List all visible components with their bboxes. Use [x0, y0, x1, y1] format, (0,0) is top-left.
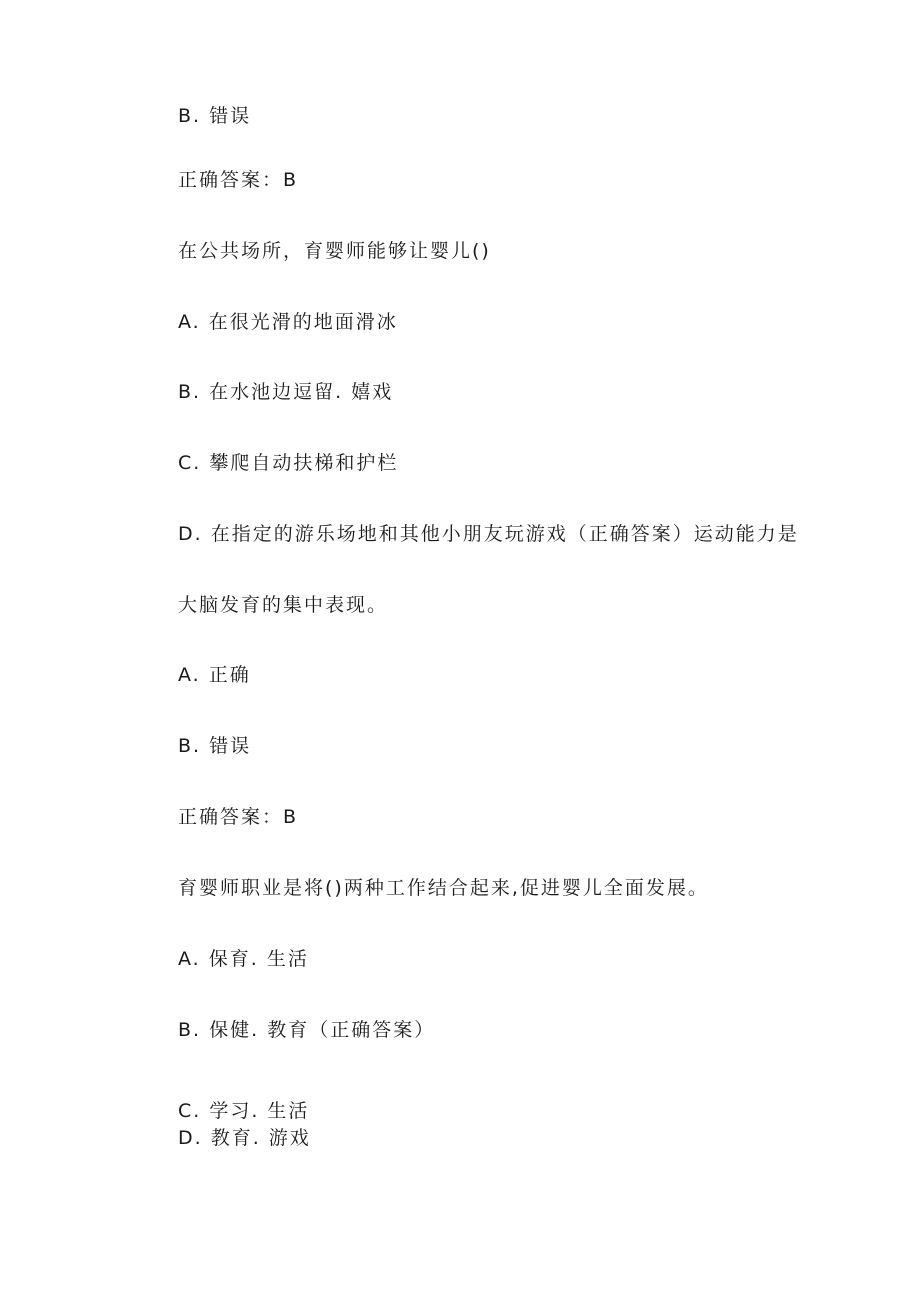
- option-a-skating: A. 在很光滑的地面滑冰: [178, 311, 398, 333]
- question-nursery-profession: 育婴师职业是将()两种工作结合起来,促进婴儿全面发展。: [178, 877, 709, 899]
- answer-line-2: 正确答案：B: [178, 806, 299, 828]
- question-public-places: 在公共场所，育婴师能够让婴儿(): [178, 240, 491, 262]
- question-brain-development: 大脑发育的集中表现。: [178, 594, 389, 616]
- option-c-study-life: C. 学习. 生活: [178, 1100, 310, 1122]
- option-d-education-games: D. 教育. 游戏: [178, 1127, 311, 1149]
- option-d-playground: D. 在指定的游乐场地和其他小朋友玩游戏（正确答案）运动能力是: [178, 523, 799, 545]
- option-a-care-life: A. 保育. 生活: [178, 948, 309, 970]
- option-b-wrong-1: B. 错误: [178, 105, 252, 127]
- option-a-correct: A. 正确: [178, 664, 251, 686]
- option-b-pool: B. 在水池边逗留. 嬉戏: [178, 381, 394, 403]
- option-b-health-education: B. 保健. 教育（正确答案）: [178, 1019, 436, 1041]
- option-b-wrong-2: B. 错误: [178, 735, 252, 757]
- answer-line-1: 正确答案：B: [178, 169, 299, 191]
- option-c-escalator: C. 攀爬自动扶梯和护栏: [178, 452, 399, 474]
